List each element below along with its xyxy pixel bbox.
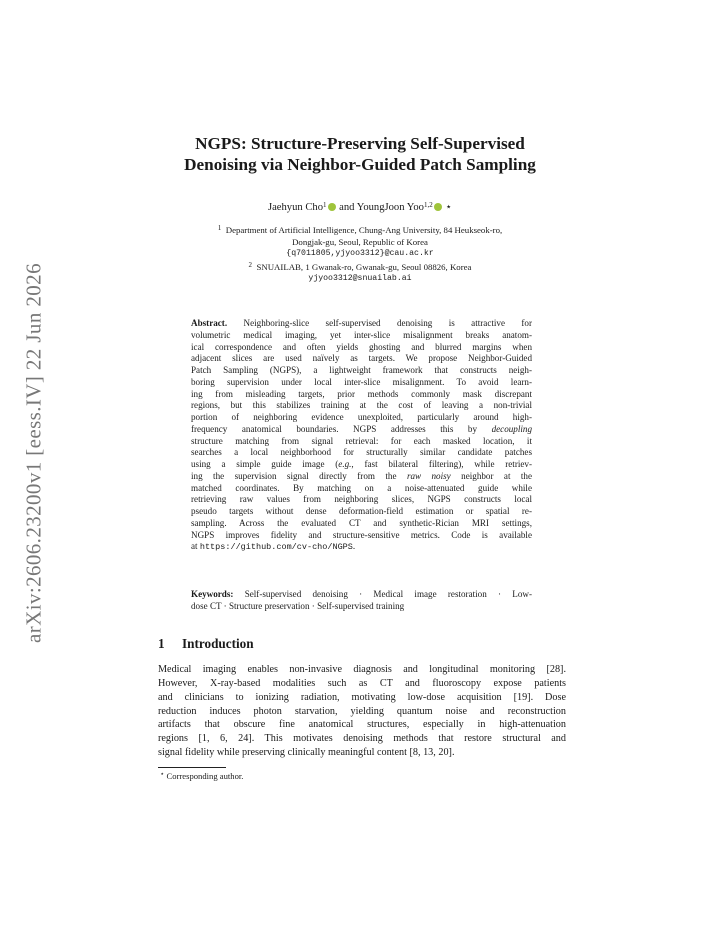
abstract-line: at https://github.com/cv-cho/NGPS. xyxy=(191,541,356,553)
keywords xyxy=(191,589,532,613)
abstract-line: boring supervision under local inter-slice misalignment. To avoid learn- xyxy=(191,376,532,387)
body-line: and clinicians to ionizing radiation, motivating low-dose acquisition [19]. Dose xyxy=(158,691,566,703)
author-conjunction: and xyxy=(339,202,355,213)
abstract-line: portion of neighboring evidence unexploited, particularly around high- xyxy=(191,412,532,422)
orcid-icon[interactable] xyxy=(328,203,336,211)
section-heading xyxy=(158,636,254,652)
abstract-line: Patch Sampling (NGPS), a lightweight framework that constructs neigh- xyxy=(191,365,532,375)
affiliation-mark: 2 xyxy=(248,260,253,269)
abstract-line: ing the supervision signal directly from the raw noisy neighbor at the xyxy=(191,470,533,481)
abstract-line: sampling. Across the evaluated CT and synthetic-Rician MRI settings, xyxy=(191,517,532,528)
body-line: reduction induces photon starvation, yielding quantum noise and reconstruction xyxy=(158,705,566,717)
code-url-link[interactable]: https://github.com/cv-cho/NGPS xyxy=(199,542,353,553)
keywords-heading: Keywords: xyxy=(191,589,234,599)
affiliation-line: Dongjak-gu, Seoul, Republic of Korea xyxy=(292,237,428,248)
abstract-line: adjacent slices are used naïvely as targets. We propose Neighbor-Guided xyxy=(191,353,532,364)
abstract-line: regions, but this stabilizes training at the cost of leaving a non-trivial xyxy=(191,400,532,411)
abstract-line: structure matching from signal retrieval: for each masked location, it xyxy=(191,435,532,446)
orcid-icon[interactable] xyxy=(434,203,442,211)
affiliation-line: $^2$ SNUAILAB, 1 Gwanak-ro, Gwanak-gu, Seoul 08826, Korea xyxy=(248,260,472,272)
footnote xyxy=(160,771,243,781)
affiliation-line: $^1$ Department of Artificial Intelligence, Chung-Ang University, 84 Heukseok-ro, xyxy=(217,224,503,235)
abstract-line: searches a local neighborhood for structurally similar candidate patches xyxy=(191,447,532,458)
body-line: signal fidelity while preserving clinically meaningful content [8, 13, 20]. xyxy=(158,747,455,759)
title-line: Denoising via Neighbor-Guided Patch Sampling xyxy=(184,155,536,174)
abstract-line: ical correspondence and often yields ghosting and blurred margins when xyxy=(191,341,532,352)
body-line: Medical imaging enables non-invasive diagnosis and longitudinal monitoring [28]. xyxy=(158,664,566,675)
paper-title xyxy=(150,133,570,175)
abstract-line: Abstract. Neighboring-slice self-supervised denoising is attractive for xyxy=(191,318,532,328)
abstract-line: ing from misleading targets, prior methods commonly mask discrepant xyxy=(191,388,532,399)
arxiv-identifier xyxy=(22,258,46,648)
keywords-line: dose CT · Structure preservation · Self-supervised training xyxy=(191,600,405,611)
affiliation-email: yjyoo3312@snuailab.ai xyxy=(308,273,412,283)
title-line: NGPS: Structure-Preserving Self-Supervised xyxy=(195,134,525,153)
section-title: Introduction xyxy=(182,636,254,651)
author-affiliation-mark: 1 xyxy=(323,201,327,209)
author-list xyxy=(150,201,570,213)
body-line: regions [1, 6, 24]. This motivates denoising methods that restore structural and xyxy=(158,733,566,745)
abstract xyxy=(191,318,532,554)
introduction-paragraph xyxy=(158,663,566,760)
abstract-line: matched coordinates. By matching on a noise-attenuated guide while xyxy=(191,482,532,493)
abstract-line: using a simple guide image (e.g., fast bilateral filtering), while retriev- xyxy=(191,459,532,469)
author-name: YoungJoon Yoo xyxy=(356,202,424,213)
author-affiliation-mark: 1,2 xyxy=(423,201,433,209)
affiliations xyxy=(150,224,570,285)
corresponding-star: ⋆ xyxy=(445,202,453,213)
body-line: However, X-ray-based modalities such as CT and fluoroscopy expose patients xyxy=(158,677,566,689)
abstract-line: retrieving raw values from neighboring slices, NGPS constructs local xyxy=(191,494,532,505)
abstract-line: frequency anatomical boundaries. NGPS addresses this by decoupling xyxy=(191,423,532,434)
footnote-text: Corresponding author. xyxy=(166,771,244,781)
keywords-line: Keywords: Self-supervised denoising · Medical image restoration · Low- xyxy=(191,589,532,599)
abstract-heading: Abstract. xyxy=(191,318,228,328)
arxiv-identifier-text: arXiv:2606.23200v1 [eess.IV] 22 Jun 2026 xyxy=(21,263,46,643)
footnote-rule xyxy=(158,767,226,768)
abstract-line: NGPS improves fidelity and structure-sensitive metrics. Code is available xyxy=(191,529,532,540)
affiliation-email: {q7011805,yjyoo3312}@cau.ac.kr xyxy=(286,249,434,259)
footnote-mark: ⋆ xyxy=(160,770,165,778)
author-name: Jaehyun Cho xyxy=(267,202,324,213)
abstract-line: pseudo targets without dense deformation-field estimation or spatial re- xyxy=(191,506,532,516)
affiliation-mark: 1 xyxy=(217,224,222,232)
abstract-line: volumetric medical imaging, yet inter-slice misalignment breaks anatom- xyxy=(191,329,532,340)
section-number: 1 xyxy=(158,636,165,651)
body-line: artifacts that obscure fine anatomical structures, especially in high-attenuation xyxy=(158,719,566,731)
